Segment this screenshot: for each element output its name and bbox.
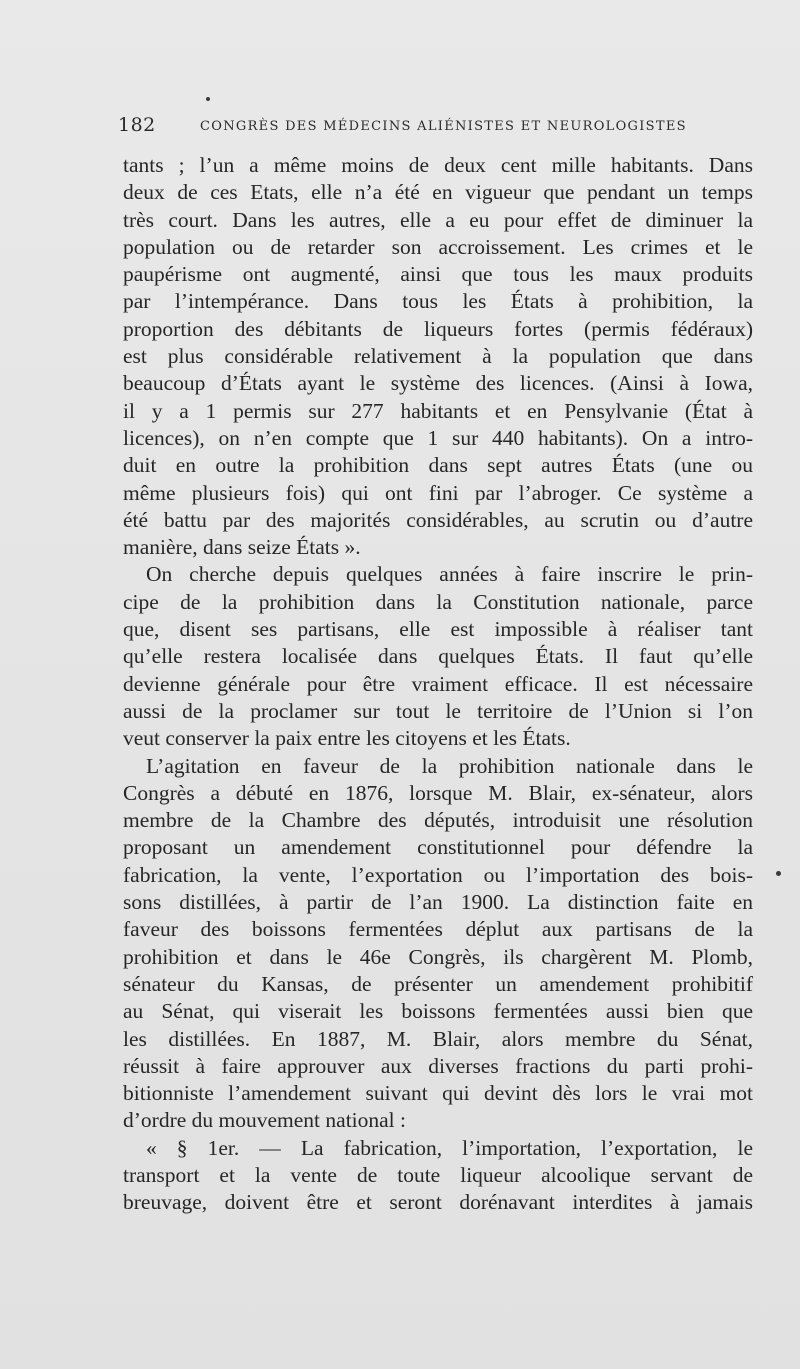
text-line: au Sénat, qui viserait les boissons fermentées aussi bien que: [123, 999, 753, 1024]
text-line: manière, dans seize États ».: [123, 535, 361, 560]
text-line: est plus considérable relativement à la population que dans: [123, 344, 753, 369]
text-line: breuvage, doivent être et seront dorénavant interdites à jamais: [123, 1190, 753, 1215]
text-line: très court. Dans les autres, elle a eu pour effet de diminuer la: [123, 207, 753, 232]
text-line: proposant un amendement constitutionnel pour défendre la: [123, 835, 753, 860]
running-header: [118, 114, 687, 142]
text-line: sons distillées, à partir de l’an 1900. La distinction faite en: [123, 890, 753, 915]
page-number: 182: [118, 114, 156, 136]
text-line: On cherche depuis quelques années à faire inscrire le prin-: [146, 562, 753, 587]
text-line: il y a 1 permis sur 277 habitants et en Pensylvanie (État à: [123, 398, 753, 423]
text-line: paupérisme ont augmenté, ainsi que tous les maux produits: [123, 262, 753, 287]
text-line: par l’intempérance. Dans tous les États à prohibition, la: [123, 289, 753, 314]
text-line: veut conserver la paix entre les citoyens et les États.: [123, 726, 571, 751]
text-line: qu’elle restera localisée dans quelques États. Il faut qu’elle: [123, 644, 753, 669]
text-line: Congrès a débuté en 1876, lorsque M. Blair, ex-sénateur, alors: [123, 780, 753, 805]
text-line: faveur des boissons fermentées déplut aux partisans de la: [123, 917, 753, 942]
text-line: sénateur du Kansas, de présenter un amendement prohibitif: [123, 971, 753, 996]
text-line: même plusieurs fois) qui ont fini par l’abroger. Ce système a: [123, 480, 753, 505]
text-line: devienne générale pour être vraiment efficace. Il est nécessaire: [123, 671, 753, 696]
text-line: aussi de la proclamer sur tout le territoire de l’Union si l’on: [123, 698, 753, 723]
text-line: réussit à faire approuver aux diverses fractions du parti prohi-: [123, 1053, 753, 1078]
body-text: [123, 152, 753, 1217]
print-speck: [776, 871, 781, 876]
running-title: CONGRÈS DES MÉDECINS ALIÉNISTES ET NEUROLOGISTES: [200, 119, 687, 134]
text-line: membre de la Chambre des députés, introduisit une résolution: [123, 808, 753, 833]
text-line: d’ordre du mouvement national :: [123, 1108, 407, 1133]
text-line: proportion des débitants de liqueurs fortes (permis fédéraux): [123, 316, 753, 341]
text-line: licences), on n’en compte que 1 sur 440 habitants). On a intro-: [123, 425, 753, 450]
text-line: tants ; l’un a même moins de deux cent mille habitants. Dans: [123, 153, 753, 177]
text-line: duit en outre la prohibition dans sept autres États (une ou: [123, 453, 753, 478]
text-line: population ou de retarder son accroissement. Les crimes et le: [123, 234, 753, 259]
text-line: beaucoup d’États ayant le système des licences. (Ainsi à Iowa,: [123, 371, 753, 396]
text-line: bitionniste l’amendement suivant qui devint dès lors le vrai mot: [123, 1081, 753, 1106]
text-line: été battu par des majorités considérables, au scrutin ou d’autre: [123, 507, 753, 532]
text-line: prohibition et dans le 46e Congrès, ils chargèrent M. Plomb,: [123, 944, 753, 969]
text-line: transport et la vente de toute liqueur alcoolique servant de: [123, 1162, 753, 1187]
text-line: « § 1er. — La fabrication, l’importation, l’exportation, le: [146, 1135, 753, 1160]
text-line: fabrication, la vente, l’exportation ou l’importation des bois-: [123, 862, 753, 887]
text-line: cipe de la prohibition dans la Constitution nationale, parce: [123, 589, 753, 614]
text-line: les distillées. En 1887, M. Blair, alors membre du Sénat,: [123, 1026, 753, 1051]
text-line: deux de ces Etats, elle n’a été en vigueur que pendant un temps: [123, 180, 753, 205]
print-speck: [206, 97, 210, 101]
text-line: L’agitation en faveur de la prohibition nationale dans le: [146, 753, 753, 778]
text-line: que, disent ses partisans, elle est impossible à réaliser tant: [123, 617, 753, 642]
